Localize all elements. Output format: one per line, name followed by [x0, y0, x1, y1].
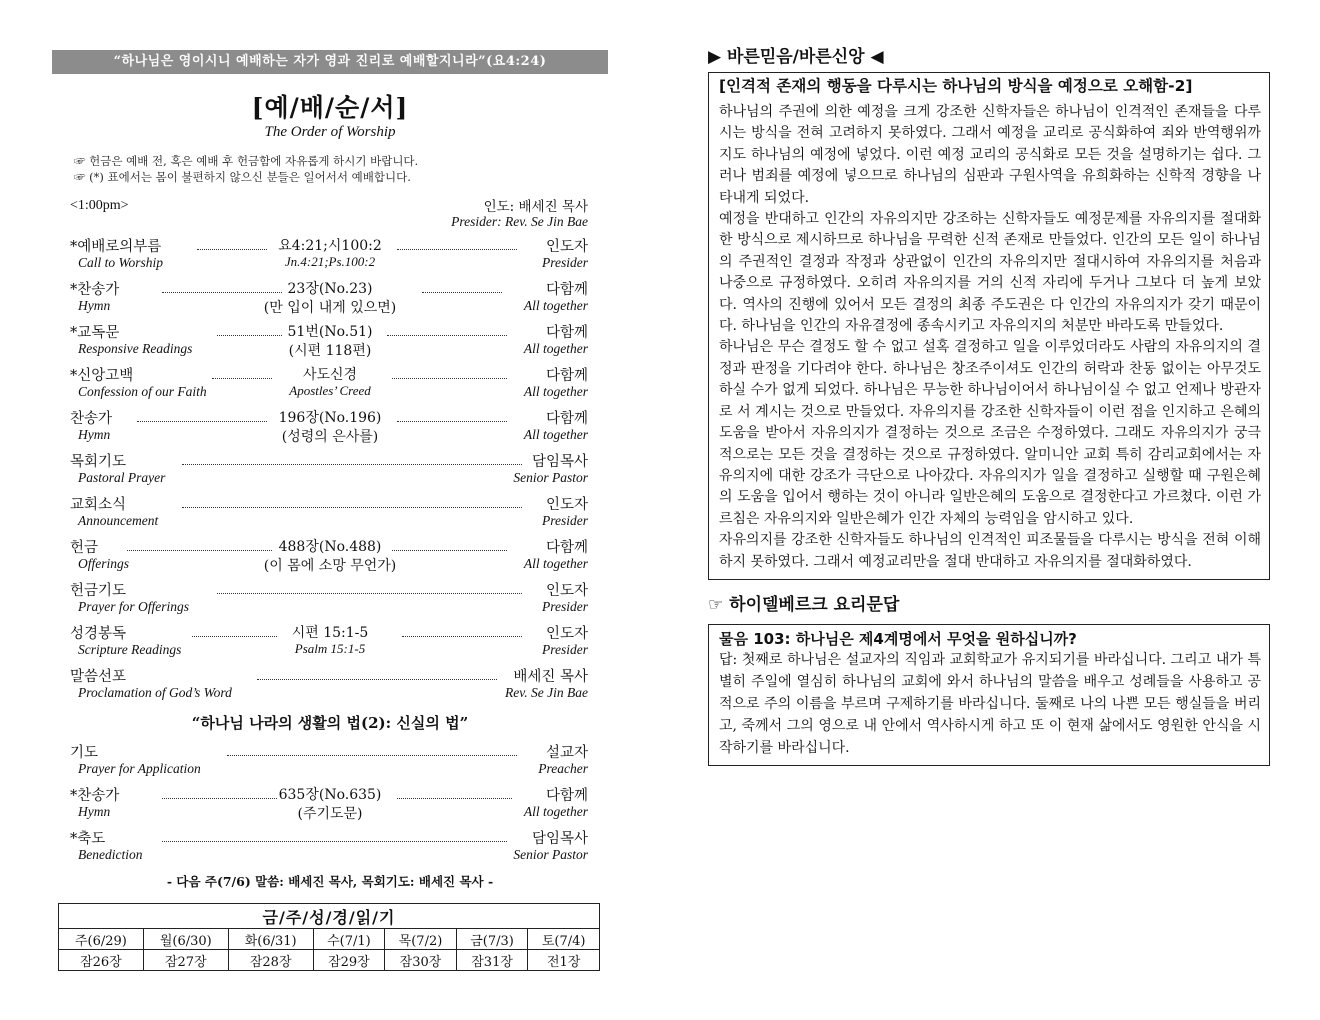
article-paragraph: 하나님은 무슨 결정도 할 수 없고 설혹 결정하고 일을 이루었더라도 사람의 자유의지의 결정과 판정을 기다려야 한다. 하나님은 창조주이셔도 인간의 허락과 찬동 없이는 아무것도 하실 수가 없게 되었다. 하나님은 무능한 하나님이어서 하나님이실 수 없고 언제나 방관자로 서 계시는 것으로 만들었다. 자유의지를 강조한 신학자들이 이런 점을 인지하고 은혜의 도움을 받아서 자유의지가 결정하는 것으로 조금은 수정하였다. 그래도 자유의지가 궁극적으로는 모든 것을 결정하는 것으로 규정하였다. 알미니안 교회 특히 감리교회에서는 자유의지에 대한 강조가 극단으로 나아갔다. 자유의지가 일을 결정하고 실행할 때 구원은혜의 도움을 입어서 행하는 것이 아니라 일반은혜의 도움으로 결정한다고 가르쳤다. 이런 가르침은 자유의지와 일반은혜가 인간 자체의 능력임을 암시하고 있다. [719, 339, 1261, 527]
reading-chapter: 잠27장 [143, 950, 228, 971]
item-center-sub: Psalm 15:1-5 [294, 641, 366, 656]
item-role: 다함께 [545, 540, 588, 556]
item-role-en: All together [523, 298, 588, 313]
item-role: 설교자 [545, 745, 588, 761]
order-item [52, 827, 608, 870]
order-item [52, 364, 608, 407]
order-item [52, 665, 608, 708]
item-role-en: Presider [542, 642, 588, 657]
item-role: 다함께 [545, 282, 588, 298]
item-en: Hymn [78, 804, 111, 819]
item-role: 인도자 [545, 626, 588, 642]
item-en: Prayer for Application [78, 761, 201, 776]
item-role-en: Presider [542, 599, 588, 614]
note-offering: ☞ 헌금은 예배 전, 혹은 예배 후 헌금함에 자유롭게 하시기 바랍니다. [74, 154, 419, 168]
order-item [52, 278, 608, 321]
item-en: Hymn [78, 427, 111, 442]
reading-day: 화(6/31) [228, 929, 313, 950]
item-role-en: Rev. Se Jin Bae [505, 685, 588, 700]
catechism-box [708, 624, 1270, 766]
service-time: <1:00pm> [70, 198, 129, 213]
leader-dots [227, 755, 517, 756]
item-ko: 헌금 [70, 540, 99, 556]
article-paragraph: 예정을 반대하고 인간의 자유의지만 강조하는 신학자들도 예정문제를 자유의지를 절대화한 방식으로 제시하므로 하나님을 무력한 신적 존재로 만들었다. 인간의 모든 일이 하나님의 주권적인 결정과 작정과 상관없이 인간의 자유의지만 절대시하여 자유의지를 처음과 나중으로 규정하였다. 오히려 자유의지를 거의 신적 자리에 두거나 그보다 더 높게 보았다. 역사의 진행에 있어서 모든 결정의 최종 주도권은 다 인간의 자유의지가 갖기 때문이다. 하나님을 인간의 자유결정에 종속시키고 자유의지의 처분만 바라도록 만들었다. [719, 211, 1261, 335]
item-ko: 교회소식 [70, 497, 127, 513]
item-center: 196장(No.196) [278, 410, 382, 426]
item-center-sub: (이 몸에 소망 무언가) [263, 558, 397, 574]
item-role-en: All together [523, 341, 588, 356]
item-role-en: Presider [542, 513, 588, 528]
order-item [52, 235, 608, 278]
item-center-sub: (주기도문) [297, 806, 363, 822]
reading-day: 수(7/1) [313, 929, 385, 950]
item-ko: 헌금기도 [70, 583, 127, 599]
item-ko: *찬송가 [70, 282, 120, 298]
reading-title: 금/주/성/경/읽/기 [59, 904, 600, 929]
order-item [52, 579, 608, 622]
item-role-en: Presider [542, 255, 588, 270]
item-en: Hymn [78, 298, 111, 313]
item-ko: 말씀선포 [70, 669, 127, 685]
order-item [52, 493, 608, 536]
page-title: [예/배/순/서] [251, 93, 409, 122]
leader-dots [217, 593, 522, 594]
item-center: 요4:21;시100:2 [278, 238, 382, 254]
page-subtitle: The Order of Worship [264, 124, 396, 140]
leader-dots [182, 464, 522, 465]
table-row [59, 950, 600, 971]
leader-dots [422, 292, 502, 293]
item-ko: *교독문 [70, 325, 120, 341]
item-center-sub: (만 입이 내게 있으면) [263, 300, 397, 316]
reading-chapter: 잠30장 [385, 950, 457, 971]
reading-chapter: 잠29장 [313, 950, 385, 971]
order-list-1 [52, 235, 608, 708]
item-en: Pastoral Prayer [78, 470, 166, 485]
item-en: Responsive Readings [78, 341, 193, 356]
item-role: 다함께 [545, 788, 588, 804]
item-center: 시편 15:1-5 [291, 625, 369, 641]
section-heading-catechism: ☞ 하이델베르크 요리문답 [708, 594, 900, 615]
reading-chapter: 잠28장 [228, 950, 313, 971]
leader-dots [402, 636, 522, 637]
leader-dots [162, 841, 507, 842]
item-ko: 목회기도 [70, 454, 127, 470]
note-standing: ☞ (*) 표에서는 몸이 불편하지 않으신 분들은 일어서서 예배합니다. [74, 170, 411, 184]
item-center: 488장(No.488) [278, 539, 382, 555]
order-item [52, 321, 608, 364]
item-role-en: All together [523, 556, 588, 571]
item-en: Offerings [78, 556, 130, 571]
item-en: Announcement [78, 513, 159, 528]
item-role-en: Senior Pastor [513, 470, 588, 485]
item-ko: 성경봉독 [70, 626, 127, 642]
scripture-banner: “하나님은 영이시니 예배하는 자가 영과 진리로 예배할지니라”(요4:24) [52, 50, 608, 74]
service-header [52, 195, 608, 235]
article-paragraph: 하나님의 주권에 의한 예정을 크게 강조한 신학자들은 하나님이 인격적인 존재들을 다루시는 방식을 전혀 고려하지 못하였다. 그래서 예정을 교리로 공식화하여 죄와 반역행위까지도 하나님의 예정에 넣었다. 이런 예정 교리의 공식화로 모든 것을 설명하기는 쉽다. 그러나 범죄를 예정에 넣으므로 하나님의 심판과 구원사역을 유희화하는 신학적 경향을 나타내게 되었다. [719, 104, 1261, 206]
reading-chapter: 잠31장 [456, 950, 528, 971]
item-center: 635장(No.635) [278, 787, 382, 803]
reading-day: 금(7/3) [456, 929, 528, 950]
order-item [52, 536, 608, 579]
item-ko: *예배로의부름 [70, 239, 162, 255]
section-heading-faith: ▶ 바른믿음/바른신앙 ◀ [708, 47, 884, 67]
item-role: 배세진 목사 [513, 669, 588, 685]
item-role-en: All together [523, 804, 588, 819]
catechism-answer: 답: 첫째로 하나님은 설교자의 직임과 교회학교가 유지되기를 바라십니다. 그리고 내가 특별히 주일에 열심히 하나님의 교회에 와서 하나님의 말씀을 배우고 성례들을 사용하고 공적으로 주의 이름을 부르며 구제하기를 바라십니다. 둘째로 나의 나쁜 모든 행실들을 버리고, 죽께서 그의 영으로 내 안에서 역사하시게 하고 또 이 현재 삶에서도 영원한 안식을 시작하기를 바라십니다. [719, 651, 1261, 756]
reading-day: 토(7/4) [528, 929, 600, 950]
next-week-notice: - 다음 주(7/6) 말씀: 배세진 목사, 목회기도: 배세진 목사 - [166, 874, 494, 889]
presider-ko: 인도: 배세진 목사 [483, 199, 588, 215]
table-row [59, 929, 600, 950]
article-title: [인격적 존재의 행동을 다루시는 하나님의 방식을 예정으로 오해함-2] [719, 77, 1193, 95]
order-item [52, 622, 608, 665]
item-center-sub: Apostles’ Creed [289, 383, 371, 398]
reading-chapter: 잠26장 [59, 950, 144, 971]
item-role: 인도자 [545, 583, 588, 599]
order-item [52, 450, 608, 493]
item-role: 다함께 [545, 325, 588, 341]
leader-dots [257, 679, 497, 680]
item-role-en: All together [523, 384, 588, 399]
item-ko: *신앙고백 [70, 368, 134, 384]
reading-chapter: 전1장 [528, 950, 600, 971]
item-role-en: Senior Pastor [513, 847, 588, 862]
item-role: 다함께 [545, 411, 588, 427]
reading-day: 주(6/29) [59, 929, 144, 950]
leader-dots [387, 335, 507, 336]
item-center-sub: (시편 118편) [288, 343, 372, 359]
item-center-sub: (성령의 은사를) [281, 429, 379, 445]
item-role: 담임목사 [531, 454, 588, 470]
item-role: 인도자 [545, 497, 588, 513]
leader-dots [397, 421, 507, 422]
item-ko: 기도 [70, 745, 99, 761]
order-item [52, 784, 608, 827]
leader-dots [397, 798, 512, 799]
item-center: 23장(No.23) [287, 281, 373, 297]
item-en: Proclamation of God’s Word [78, 685, 232, 700]
item-center: 51번(No.51) [287, 324, 373, 340]
articles-panel [708, 42, 1270, 766]
leader-dots [392, 550, 507, 551]
order-item [52, 741, 608, 784]
order-list-2 [52, 741, 608, 870]
presider-en: Presider: Rev. Se Jin Bae [451, 214, 588, 229]
item-en: Confession of our Faith [78, 384, 207, 399]
leader-dots [182, 507, 522, 508]
reading-day: 월(6/30) [143, 929, 228, 950]
leader-dots [392, 378, 507, 379]
sermon-title: “하나님 나라의 생활의 법(2): 신실의 법” [191, 714, 469, 732]
item-role: 인도자 [545, 239, 588, 255]
item-role: 담임목사 [531, 831, 588, 847]
faith-article-box [708, 72, 1270, 580]
weekly-bible-reading [58, 903, 600, 971]
item-ko: *축도 [70, 831, 106, 847]
item-role-en: All together [523, 427, 588, 442]
article-body [719, 102, 1261, 573]
item-center-sub: Jn.4:21;Ps.100:2 [284, 254, 376, 269]
item-en: Call to Worship [78, 255, 164, 270]
item-center: 사도신경 [302, 367, 358, 383]
item-en: Scripture Readings [78, 642, 182, 657]
article-paragraph: 자유의지를 강조한 신학자들도 하나님의 인격적인 피조물들을 다루시는 방식을 전혀 이해하지 못하였다. 그래서 예정교리만을 절대 반대하고 자유의지를 절대화하였다. [719, 532, 1261, 570]
item-role: 다함께 [545, 368, 588, 384]
item-role-en: Preacher [538, 761, 588, 776]
item-ko: 찬송가 [70, 411, 113, 427]
reading-day: 목(7/2) [385, 929, 457, 950]
order-item [52, 407, 608, 450]
item-ko: *찬송가 [70, 788, 120, 804]
leader-dots [397, 249, 517, 250]
worship-order-panel [52, 50, 608, 970]
notes [74, 153, 608, 185]
catechism-question: 물음 103: 하나님은 제4계명에서 무엇을 원하십니까? [719, 629, 1077, 648]
item-en: Prayer for Offerings [78, 599, 189, 614]
item-en: Benediction [78, 847, 143, 862]
